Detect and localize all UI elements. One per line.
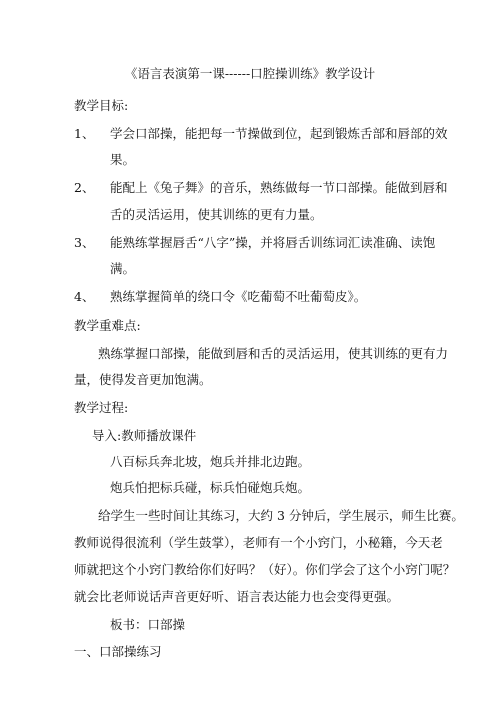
objective-3-number: 3、 xyxy=(74,235,95,250)
paragraph-line-3: 师就把这个小窍门教给你们好吗？（好）。你们学会了这个小窍门呢？ xyxy=(74,562,456,577)
paragraph-line-4: 就会比老师说话声音更好听、语言表达能力也会变得更强。 xyxy=(74,589,400,604)
objective-1-number: 1、 xyxy=(74,126,95,141)
document-title: 《语言表演第一课------口腔操训练》教学设计 xyxy=(124,66,376,81)
keypoints-line1: 熟练掌握口部操，能做到唇和舌的灵活运用，使其训练的更有力 xyxy=(98,346,449,361)
section-heading-keypoints: 教学重难点: xyxy=(74,318,141,333)
board-note: 板书：口部操 xyxy=(110,617,186,632)
section-heading-process: 教学过程: xyxy=(74,400,129,415)
objective-2-line1: 能配上《兔子舞》的音乐，熟练做每一节口部操。能做到唇和 xyxy=(110,180,448,195)
section-heading-one: 一、口部操练习 xyxy=(74,644,162,659)
objective-2-line2: 舌的灵活运用，使其训练的更有力量。 xyxy=(110,207,323,222)
objective-2-number: 2、 xyxy=(74,180,95,195)
objective-3-line1: 能熟练掌握唇舌“八字”操，并将唇舌训练词汇读准确、读饱 xyxy=(110,235,436,250)
keypoints-line2: 量，使得发音更加饱满。 xyxy=(74,372,212,387)
tongue-twister-line-2: 炮兵怕把标兵碰，标兵怕碰炮兵炮。 xyxy=(110,480,311,495)
objective-4-number: 4、 xyxy=(74,289,95,304)
tongue-twister-line-1: 八百标兵奔北坡，炮兵并排北边跑。 xyxy=(110,454,311,469)
objective-3-line2: 满。 xyxy=(110,261,136,276)
section-heading-objectives: 教学目标: xyxy=(74,98,129,113)
paragraph-line-2: 教师说得很流利（学生鼓掌），老师有一个小窍门，小秘籍，今天老 xyxy=(74,535,443,550)
intro-line: 导入:教师播放课件 xyxy=(92,428,197,443)
objective-4-line1: 熟练掌握简单的绕口令《吃葡萄不吐葡萄皮》。 xyxy=(110,289,367,304)
paragraph-line-1: 给学生一些时间让其练习，大约 3 分钟后，学生展示，师生比赛。 xyxy=(98,508,464,523)
objective-1-line2: 果。 xyxy=(110,152,136,167)
objective-1-line1: 学会口部操，能把每一节操做到位，起到锻炼舌部和唇部的效 xyxy=(110,126,448,141)
